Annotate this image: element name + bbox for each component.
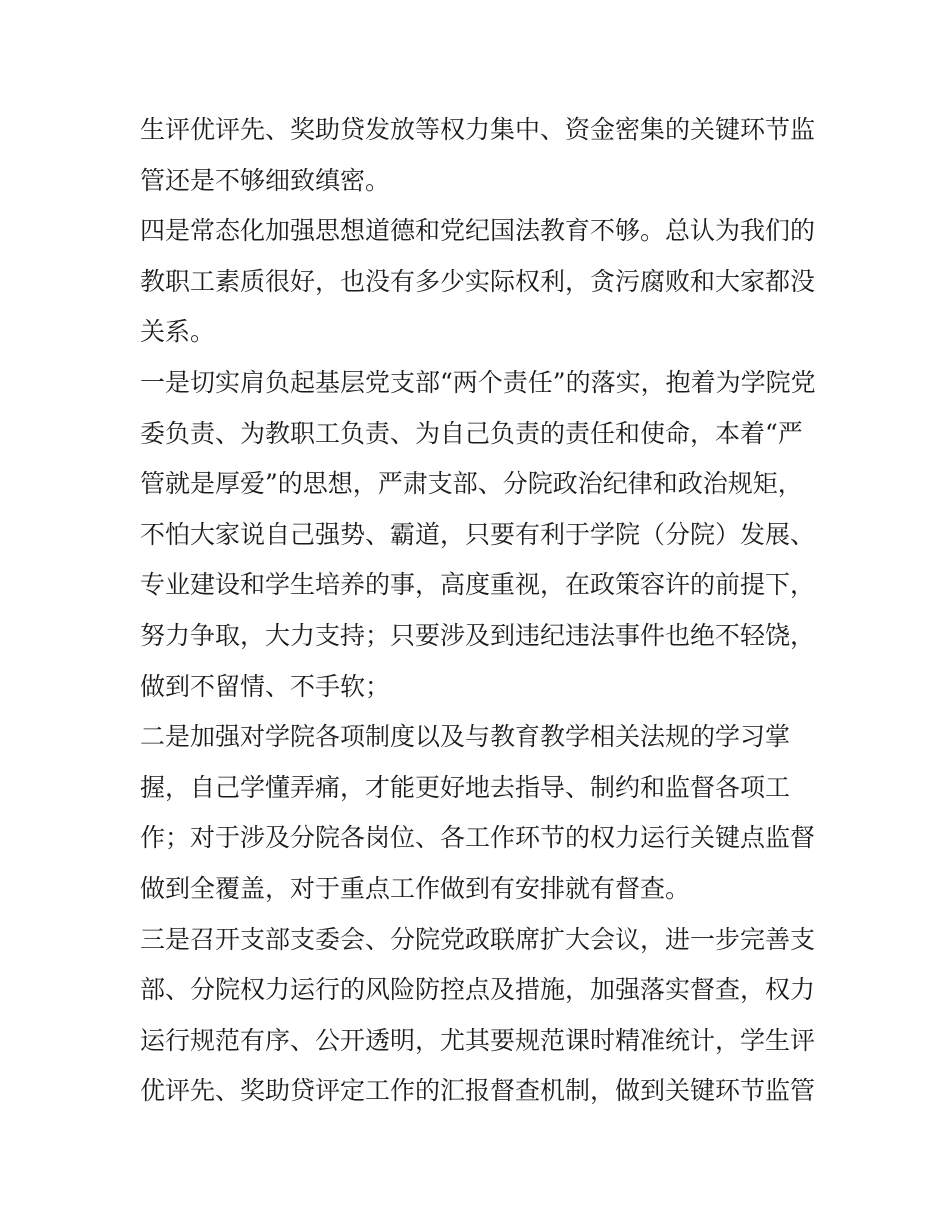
text-line: 委负责、为教职工负责、为自己负责的责任和使命，本着“严: [140, 418, 803, 448]
text-line: 管还是不够细致缜密。: [140, 165, 391, 195]
text-line: 做到不留情、不手软；: [140, 671, 391, 701]
text-line: 管就是厚爱”的思想，严肃支部、分院政治纪律和政治规矩，: [140, 469, 803, 499]
text-line: 四是常态化加强思想道德和党纪国法教育不够。总认为我们的: [140, 216, 816, 246]
text-line: 教职工素质很好，也没有多少实际权利，贪污腐败和大家都没: [140, 266, 816, 296]
text-line: 做到全覆盖，对于重点工作做到有安排就有督查。: [140, 873, 691, 903]
text-line: 不怕大家说自己强势、霸道，只要有利于学院（分院）发展、: [140, 519, 816, 549]
text-line: 一是切实肩负起基层党支部“两个责任”的落实，抱着为学院党: [140, 367, 816, 397]
text-line: 关系。: [140, 317, 216, 347]
text-line: 三是召开支部支委会、分院党政联席扩大会议，进一步完善支: [140, 924, 816, 954]
text-line: 二是加强对学院各项制度以及与教育教学相关法规的学习掌: [140, 722, 791, 752]
text-line: 生评优评先、奖助贷发放等权力集中、资金密集的关键环节监: [140, 115, 816, 144]
text-line: 专业建设和学生培养的事，高度重视，在政策容许的前提下，: [140, 570, 816, 600]
document-body: [140, 105, 820, 1117]
text-line: 运行规范有序、公开透明，尤其要规范课时精准统计，学生评: [140, 1025, 816, 1055]
text-line: 努力争取，大力支持；只要涉及到违纪违法事件也绝不轻饶，: [140, 620, 816, 650]
text-line: 握，自己学懂弄痛，才能更好地去指导、制约和监督各项工: [140, 772, 791, 802]
text-line: 作；对于涉及分院各岗位、各工作环节的权力运行关键点监督: [140, 823, 816, 853]
text-line: 部、分院权力运行的风险防控点及措施，加强落实督查，权力: [140, 975, 816, 1005]
text-line: 优评先、奖助贷评定工作的汇报督查机制，做到关键环节监管: [140, 1076, 816, 1106]
